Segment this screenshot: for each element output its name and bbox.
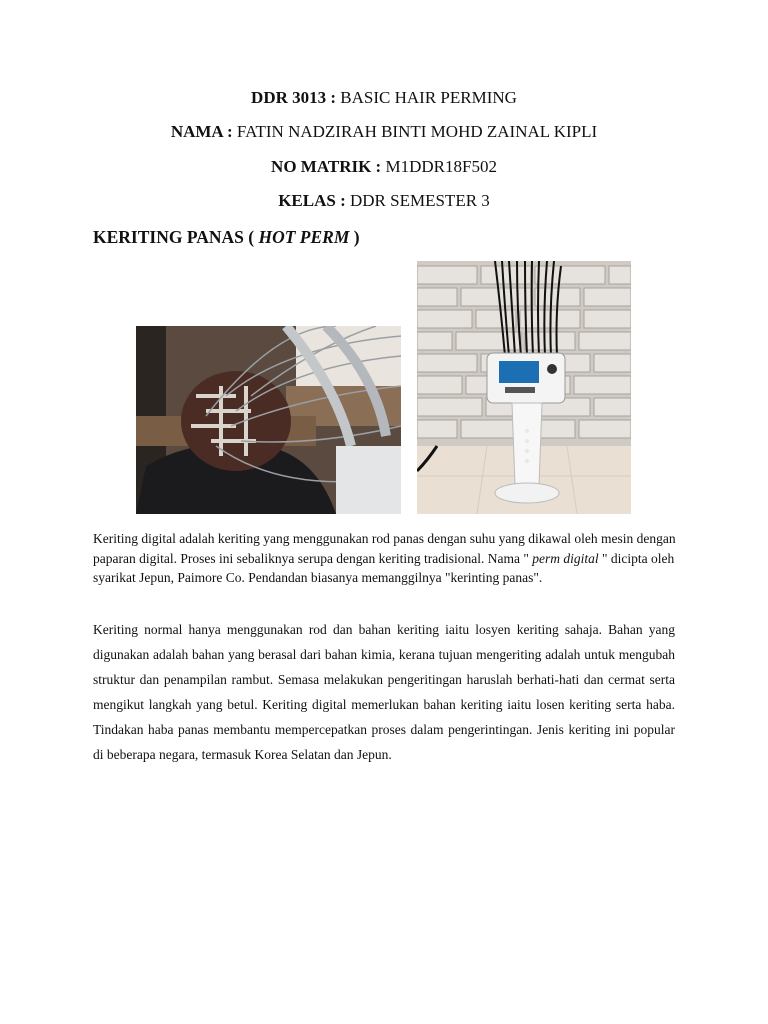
course-line xyxy=(0,88,768,108)
perm-machine-photo xyxy=(417,261,631,514)
class-value: DDR SEMESTER 3 xyxy=(350,191,490,210)
paragraph-intro-part2: " dicipta oleh syarikat Jepun, Paimore Co. Pendandan biasanya memanggilnya "kerinting panas". xyxy=(93,550,675,585)
matric-line xyxy=(0,157,768,177)
section-title-prefix: KERITING PANAS ( xyxy=(93,227,255,247)
paragraph-body: Keriting normal hanya menggunakan rod dan bahan keriting iaitu losyen keriting sahaja. Bahan yang digunakan adalah bahan yang berasal dari bahan kimia, kerana tujuan mengeriting adalah untuk mengubah struktur dan penampilan rambut. Semasa melakukan pengeritingan haruslah berhati-hati dan cermat serta mengikut langkah yang betul. Keriting digital memerlukan bahan keriting iaitu losen keriting serta haba. Tindakan haba panas membantu mempercepatkan proses dalam pengerintingan. Jenis keriting ini popular di beberapa negara, termasuk Korea Selatan dan Jepun. xyxy=(93,622,675,762)
perm-machine-illustration xyxy=(417,261,631,514)
class-line xyxy=(0,191,768,211)
hair-perm-illustration xyxy=(136,326,401,514)
paragraph-intro-part1: Keriting digital adalah keriting yang menggunakan rod panas dengan suhu yang dikawal oleh mesin dengan paparan digital. Proses ini sebaliknya serupa dengan keriting tradisional. Nama " xyxy=(93,531,676,566)
course-value: BASIC HAIR PERMING xyxy=(340,88,517,107)
hair-perm-photo xyxy=(136,326,401,514)
matric-value: M1DDR18F502 xyxy=(385,157,497,176)
paragraph-intro-italic: perm digital xyxy=(532,550,599,566)
matric-label: NO MATRIK : xyxy=(271,157,382,176)
section-title xyxy=(93,227,360,248)
section-title-italic: HOT PERM xyxy=(258,227,350,247)
section-title-suffix: ) xyxy=(353,227,360,247)
name-line xyxy=(0,122,768,142)
paragraph-intro xyxy=(93,529,683,588)
name-value: FATIN NADZIRAH BINTI MOHD ZAINAL KIPLI xyxy=(236,122,598,141)
course-label: DDR 3013 : xyxy=(251,88,337,107)
name-label: NAMA : xyxy=(170,122,233,141)
class-label: KELAS : xyxy=(278,191,346,210)
